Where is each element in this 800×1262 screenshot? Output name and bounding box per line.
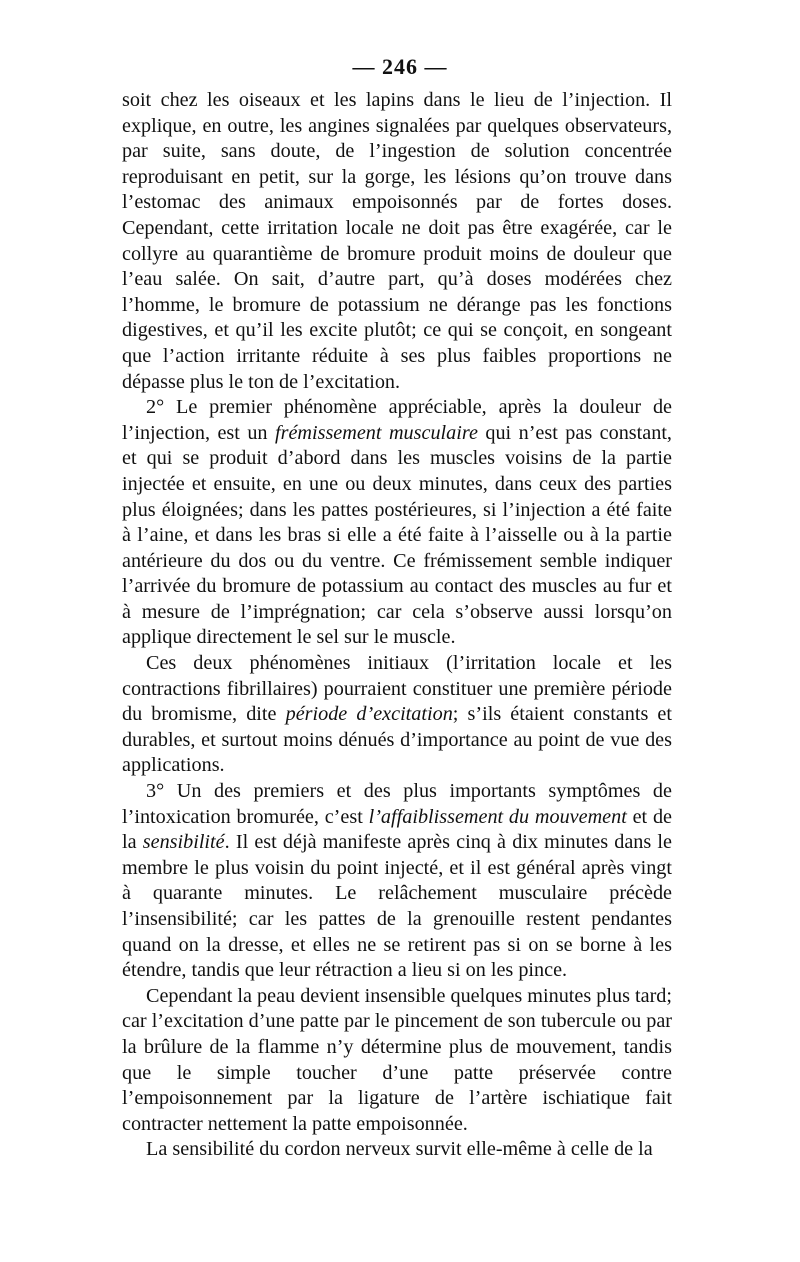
paragraph (122, 779, 672, 984)
paragraph (122, 395, 672, 651)
text-run: soit chez les oiseaux et les lapins dans le lieu de l’injection. Il explique, en outre, les angines signalées par quelques observateurs, par suite, sans doute, de l’ingestion de solution concentrée reproduisant en petit, sur la gorge, les lésions qu’on trouve dans l’estomac des animaux empoisonnés par de fortes doses. Cependant, cette irritation locale ne doit pas être exagérée, car le collyre au quarantième de bromure produit moins de douleur que l’eau salée. On sait, d’autre part, qu’à doses modérées chez l’homme, le bromure de potassium ne dérange pas les fonctions digestives, et qu’il les excite plutôt; ce qui se conçoit, en songeant que l’action irritante réduite à ses plus faibles proportions ne dépasse plus le ton de l’excitation. (122, 89, 672, 393)
italic-term: l’affaiblissement du mouvement (368, 805, 627, 828)
text-run: ; s’ils étaient constants et durables, et surtout moins dénués d’importance au point de vue des applications. (122, 703, 673, 777)
text-run: La sensibilité du cordon nerveux survit elle-même à celle de la (146, 1138, 653, 1161)
italic-term: frémissement musculaire (274, 421, 478, 444)
page-number: — 246 — (352, 54, 448, 79)
paragraph (122, 88, 672, 395)
text-run: 3° Un des premiers et des plus importants symptômes de l’intoxication bromurée, c’est (122, 780, 672, 828)
text-run: . Il est déjà manifeste après cinq à dix minutes dans le membre le plus voisin du point injecté, et il est général après vingt à quarante minutes. Le relâchement musculaire précède l’insensibilité; car les pattes de la grenouille restent pendantes quand on la dresse, et elles ne se retirent pas si on se borne à les étendre, tandis que leur rétraction a lieu si on les pince. (122, 831, 672, 982)
text-run: et de la (122, 805, 672, 854)
paragraph (122, 984, 672, 1138)
text-run: Cependant la peau devient insensible quelques minutes plus tard; car l’excitation d’une patte par le pincement de son tubercule ou par la brûlure de la flamme n’y détermine plus de mouvement, tandis que le simple toucher d’une patte préservée contre l’empoisonnement par la ligature de l’artère ischiatique fait contracter nettement la patte empoisonnée. (122, 984, 672, 1135)
text-run: 2° Le premier phénomène appréciable, après la douleur de l’injection, est un (122, 396, 672, 444)
paragraph (122, 651, 672, 779)
paragraph (122, 1137, 672, 1163)
text-run: Ces deux phénomènes initiaux (l’irritation locale et les contractions fibrillaires) pourraient constituer une première période du bromisme, dite (122, 652, 672, 726)
text-run: qui n’est pas constant, et qui se produit d’abord dans les muscles voisins de la partie injectée et ensuite, en une ou deux minutes, dans ceux des parties plus éloignées; dans les pattes postérieures, si l’injection a été faite à l’aine, et dans les bras si elle a été faite à l’aisselle ou à la partie antérieure du dos ou du ventre. Ce frémissement semble indiquer l’arrivée du bromure de potassium au contact des muscles au fur et à mesure de l’imprégnation; car cela s’observe aussi lorsqu’on applique directement le sel sur le muscle. (122, 421, 672, 649)
body-text (122, 88, 672, 1163)
italic-term: période d’excitation (285, 703, 453, 726)
italic-term: sensibilité (142, 831, 225, 854)
